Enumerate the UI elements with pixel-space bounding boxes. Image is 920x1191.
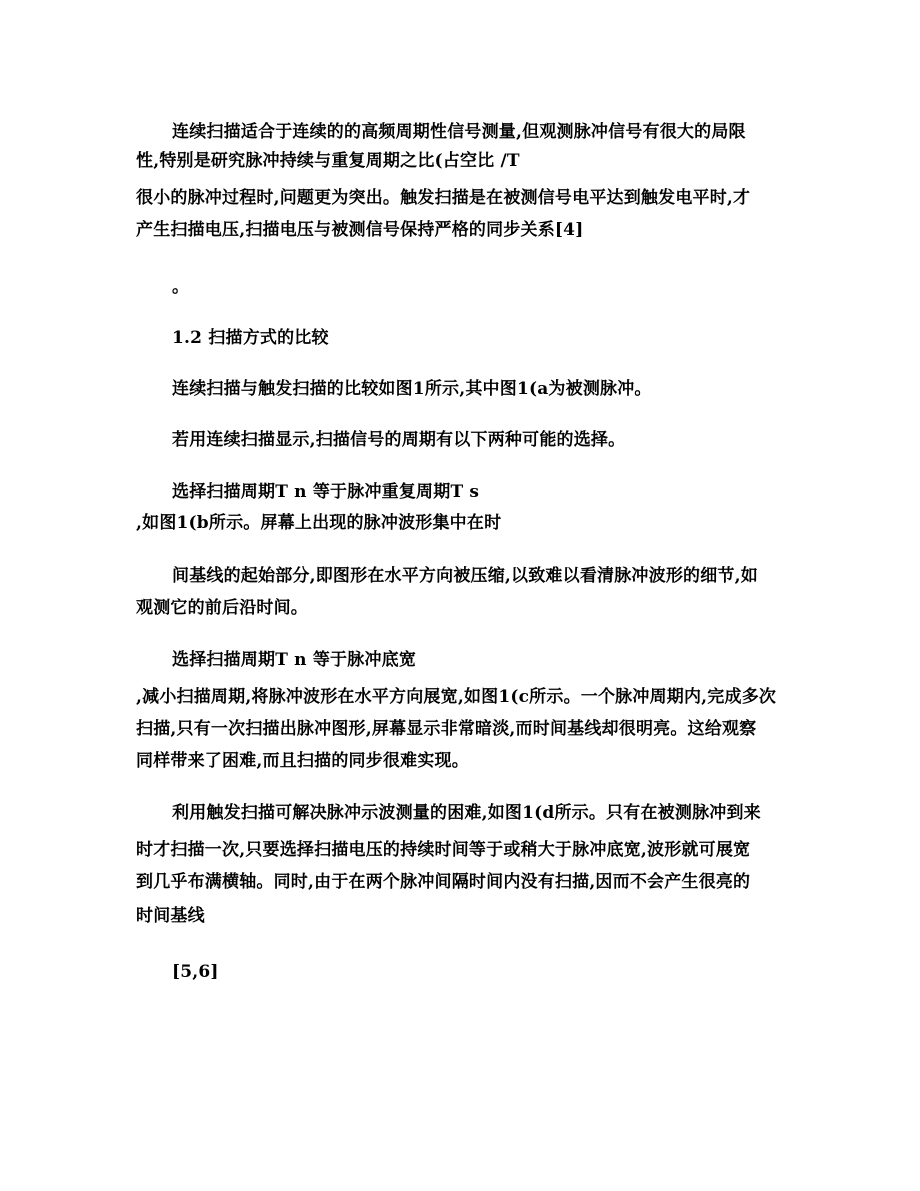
- paragraph-3-line-1: 连续扫描与触发扫描的比较如图1所示,其中图1(a为被测脉冲。: [172, 379, 652, 399]
- citation-reference: [5,6]: [172, 962, 219, 982]
- section-heading: 1.2 扫描方式的比较: [172, 328, 329, 348]
- paragraph-8-line-3: 到几乎布满横轴。同时,由于在两个脉冲间隔时间内没有扫描,因而不会产生很亮的: [136, 872, 751, 892]
- paragraph-8-line-2: 时才扫描一次,只要选择扫描电压的持续时间等于或稍大于脉冲底宽,波形就可展宽: [136, 840, 751, 860]
- paragraph-5-line-1: 选择扫描周期T n 等于脉冲重复周期T s: [172, 482, 480, 502]
- paragraph-6-line-1: 间基线的起始部分,即图形在水平方向被压缩,以致难以看清脉冲波形的细节,如: [172, 566, 758, 586]
- paragraph-4-line-1: 若用连续扫描显示,扫描信号的周期有以下两种可能的选择。: [172, 430, 626, 450]
- paragraph-7-line-1: 选择扫描周期T n 等于脉冲底宽: [172, 650, 417, 670]
- paragraph-7-line-3: 扫描,只有一次扫描出脉冲图形,屏幕显示非常暗淡,而时间基线却很明亮。这给观察: [136, 719, 757, 739]
- paragraph-1-line-1: 连续扫描适合于连续的的高频周期性信号测量,但观测脉冲信号有很大的局限: [172, 122, 746, 142]
- paragraph-6-line-2: 观测它的前后沿时间。: [136, 598, 308, 618]
- paragraph-7-line-2: ,减小扫描周期,将脉冲波形在水平方向展宽,如图1(c所示。一个脉冲周期内,完成多次: [136, 687, 777, 707]
- paragraph-2-line-1: 。: [172, 277, 190, 297]
- paragraph-1-line-3: 很小的脉冲过程时,问题更为突出。触发扫描是在被测信号电平达到触发电平时,才: [136, 188, 751, 208]
- paragraph-5-line-2: ,如图1(b所示。屏幕上出现的脉冲波形集中在时: [136, 513, 502, 533]
- paragraph-1-line-4: 产生扫描电压,扫描电压与被测信号保持严格的同步关系[4]: [136, 220, 584, 240]
- paragraph-8-line-4: 时间基线: [136, 906, 205, 926]
- paragraph-7-line-4: 同样带来了困难,而且扫描的同步很难实现。: [136, 751, 469, 771]
- paragraph-1-line-2: 性,特别是研究脉冲持续与重复周期之比(占空比 /T: [136, 151, 520, 171]
- paragraph-8-line-1: 利用触发扫描可解决脉冲示波测量的困难,如图1(d所示。只有在被测脉冲到来: [172, 803, 761, 823]
